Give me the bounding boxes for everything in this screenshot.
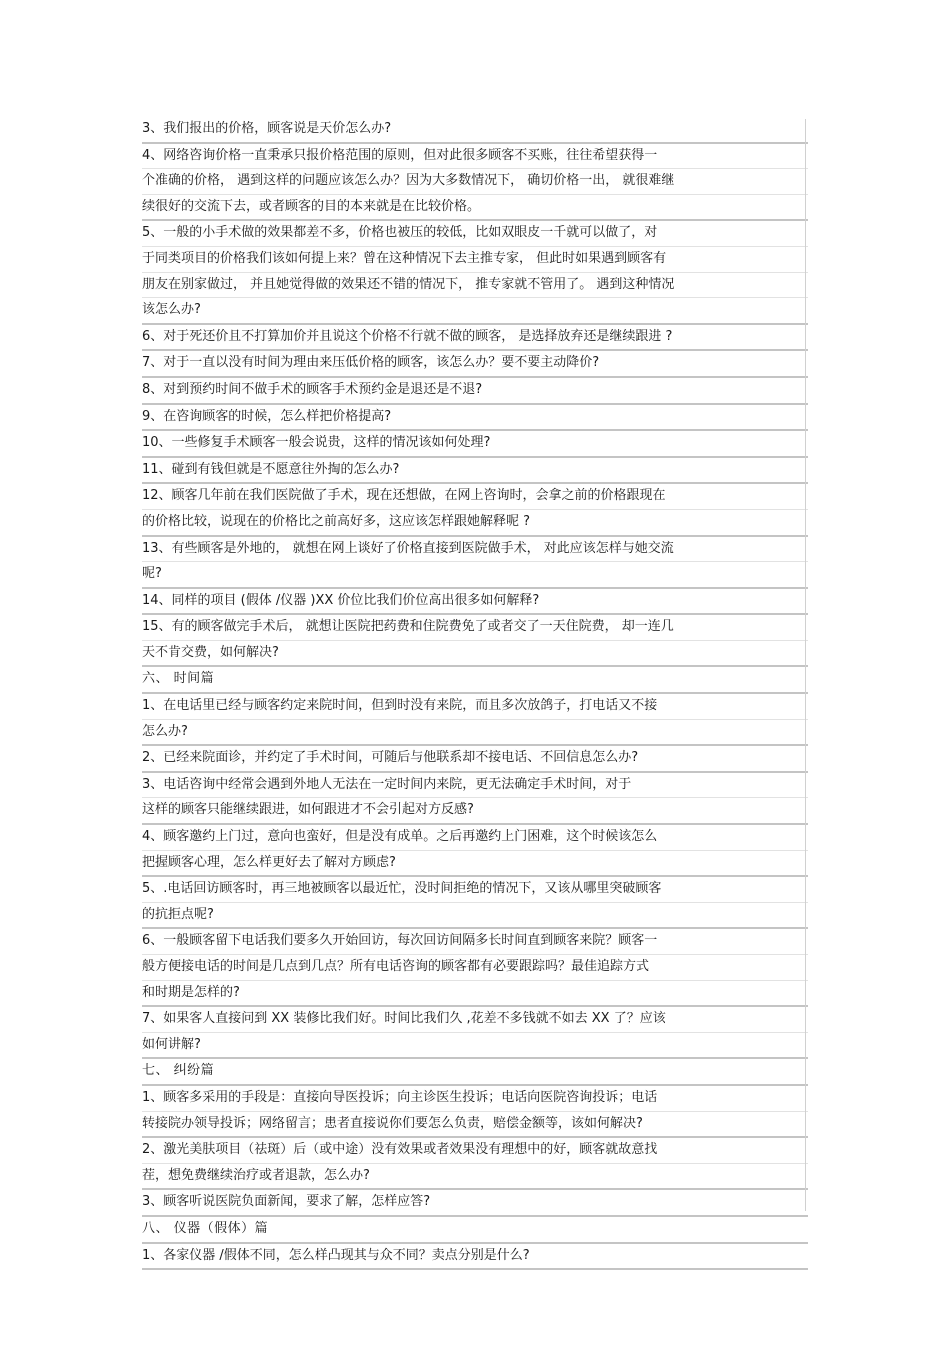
text-line: 天不肯交费，如何解决? — [142, 640, 808, 666]
text-line: 10、一些修复手术顾客一般会说贵，这样的情况该如何处理? — [142, 435, 491, 451]
question-item — [142, 484, 808, 536]
question-item — [142, 117, 808, 144]
text-line: 怎么办? — [142, 719, 808, 745]
text-line: 5、.电话回访顾客时，再三地被顾客以最近忙，没时间拒绝的情况下，又该从哪里突破顾客 — [142, 881, 662, 897]
text-line: 续很好的交流下去，或者顾客的目的本来就是在比较价格。 — [142, 194, 808, 220]
text-line: 3、电话咨询中经常会遇到外地人无法在一定时间内来院，更无法确定手术时间，对于 — [142, 776, 632, 792]
question-item — [142, 1244, 808, 1271]
text-line: 4、顾客邀约上门过，意向也蛮好，但是没有成单。之后再邀约上门困难，这个时候该怎么 — [142, 829, 658, 845]
question-item — [142, 746, 808, 773]
text-line: 的价格比较，说现在的价格比之前高好多，这应该怎样跟她解释呢 ? — [142, 509, 808, 535]
text-line: 这样的顾客只能继续跟进，如何跟进才不会引起对方反感? — [142, 797, 808, 823]
text-line: 的抗拒点呢? — [142, 902, 808, 928]
text-line: 2、激光美肤项目（祛斑）后（或中途）没有效果或者效果没有理想中的好，顾客就故意找 — [142, 1142, 658, 1158]
question-item — [142, 537, 808, 589]
text-line: 2、已经来院面诊，并约定了手术时间，可随后与他联系却不接电话、不回信息怎么办? — [142, 750, 639, 766]
text-line: 12、顾客几年前在我们医院做了手术，现在还想做，在网上咨询时，会拿之前的价格跟现在 — [142, 488, 666, 504]
question-item — [142, 351, 808, 378]
section-heading — [142, 667, 808, 694]
text-line: 6、一般顾客留下电话我们要多久开始回访，每次回访间隔多长时间直到顾客来院？顾客一 — [142, 933, 658, 949]
question-item — [142, 378, 808, 405]
text-line: 9、在咨询顾客的时候，怎么样把价格提高? — [142, 408, 392, 424]
text-line: 和时期是怎样的? — [142, 980, 808, 1006]
text-line: 如何讲解? — [142, 1032, 808, 1058]
text-line: 把握顾客心理，怎么样更好去了解对方顾虑? — [142, 850, 808, 876]
question-item — [142, 221, 808, 324]
text-line: 5、一般的小手术做的效果都差不多，价格也被压的较低，比如双眼皮一千就可以做了，对 — [142, 225, 658, 241]
question-item — [142, 877, 808, 929]
question-item — [142, 1190, 808, 1217]
question-item — [142, 1138, 808, 1190]
right-border-line — [805, 119, 806, 1211]
text-line: 于同类项目的价格我们该如何提上来？曾在这种情况下去主推专家， 但此时如果遇到顾客有 — [142, 246, 808, 272]
text-line: 该怎么办? — [142, 297, 808, 323]
text-line: 7、如果客人直接问到 XX 装修比我们好。时间比我们久 ,花差不多钱就不如去 XX 了？应该 — [142, 1011, 666, 1027]
text-line: 7、对于一直以没有时间为理由来压低价格的顾客，该怎么办？要不要主动降价? — [142, 355, 600, 371]
text-line: 3、我们报出的价格，顾客说是天价怎么办? — [142, 121, 392, 136]
question-item — [142, 1086, 808, 1138]
question-item — [142, 405, 808, 432]
text-line: 14、同样的项目 (假体 /仪器 )XX 价位比我们价位高出很多如何解释? — [142, 592, 540, 608]
section-heading — [142, 1217, 808, 1244]
text-line: 1、在电话里已经与顾客约定来院时间，但到时没有来院，而且多次放鸽子，打电话又不接 — [142, 698, 658, 714]
text-line: 8、对到预约时间不做手术的顾客手术预约金是退还是不退? — [142, 381, 483, 397]
text-line: 转接院办领导投诉；网络留言；患者直接说你们要怎么负责，赔偿金额等，该如何解决? — [142, 1111, 808, 1137]
section-heading — [142, 1059, 808, 1086]
question-item — [142, 773, 808, 825]
text-line: 11、碰到有钱但就是不愿意往外掏的怎么办? — [142, 461, 400, 477]
question-item — [142, 325, 808, 352]
text-line: 七、 纠纷篇 — [142, 1063, 215, 1079]
text-line: 六、 时间篇 — [142, 671, 215, 687]
question-item — [142, 144, 808, 222]
question-item — [142, 694, 808, 746]
text-line: 朋友在别家做过， 并且她觉得做的效果还不错的情况下， 推专家就不管用了。 遇到这种情况 — [142, 272, 808, 298]
text-line: 茬，想免费继续治疗或者退款，怎么办? — [142, 1163, 808, 1189]
text-line: 15、有的顾客做完手术后， 就想让医院把药费和住院费免了或者交了一天住院费， 却一连几 — [142, 619, 674, 635]
question-item — [142, 615, 808, 667]
question-item — [142, 825, 808, 877]
text-line: 13、有些顾客是外地的， 就想在网上谈好了价格直接到医院做手术， 对此应该怎样与她交流 — [142, 540, 674, 556]
question-item — [142, 1007, 808, 1059]
text-line: 4、网络咨询价格一直秉承只报价格范围的原则，但对此很多顾客不买账，往往希望获得一 — [142, 147, 658, 163]
text-line: 般方便接电话的时间是几点到几点？所有电话咨询的顾客都有必要跟踪吗？最佳追踪方式 — [142, 954, 808, 980]
text-line: 1、顾客多采用的手段是：直接向导医投诉；向主诊医生投诉；电话向医院咨询投诉；电话 — [142, 1089, 658, 1105]
text-line: 呢? — [142, 561, 808, 587]
text-line: 6、对于死还价且不打算加价并且说这个价格不行就不做的顾客， 是选择放弃还是继续跟进 ? — [142, 328, 673, 344]
question-item — [142, 431, 808, 458]
document-body — [142, 117, 808, 1270]
question-item — [142, 929, 808, 1007]
question-item — [142, 458, 808, 485]
text-line: 八、 仪器（假体）篇 — [142, 1220, 269, 1236]
question-item — [142, 589, 808, 616]
text-line: 个准确的价格， 遇到这样的问题应该怎么办？因为大多数情况下， 确切价格一出， 就很难继 — [142, 168, 808, 194]
text-line: 3、顾客听说医院负面新闻，要求了解，怎样应答? — [142, 1194, 431, 1210]
text-line: 1、各家仪器 /假体不同，怎么样凸现其与众不同？卖点分别是什么? — [142, 1247, 530, 1263]
